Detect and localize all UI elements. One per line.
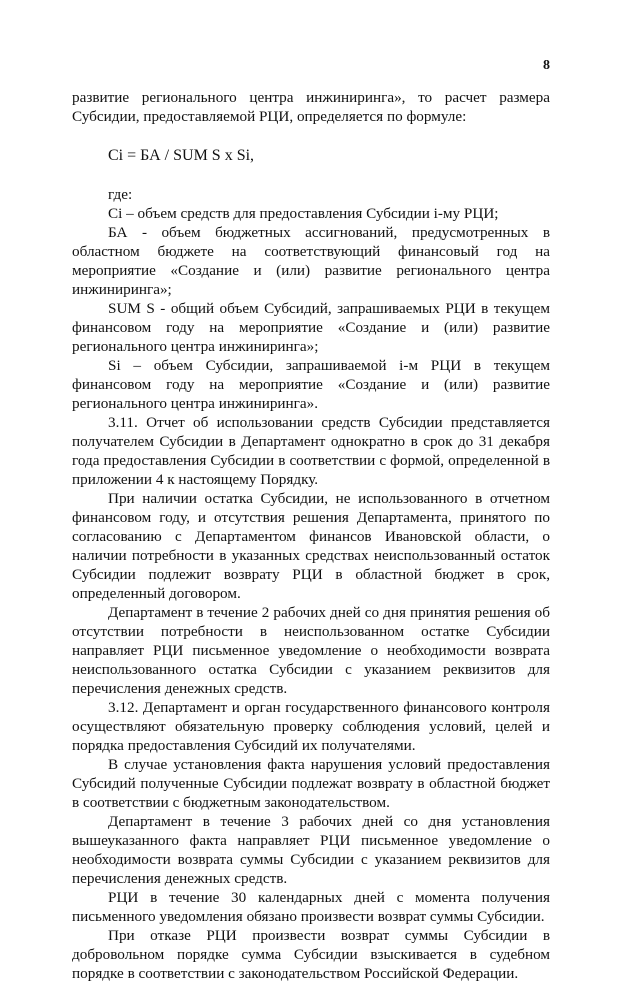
paragraph-3-12: 3.12. Департамент и орган государственного финансового контроля осуществляют обязательную проверку соблюдения условий, целей и порядка предоставления Субсидий их получателями. bbox=[72, 699, 550, 754]
definition-si: Si – объем Субсидии, запрашиваемой i-м РЦИ в текущем финансовом году на мероприятие «Создание и (или) развитие регионального центра инжиниринга». bbox=[72, 357, 550, 412]
formula: Ci = БА / SUM S x Si, bbox=[108, 147, 255, 164]
intro-continuation: развитие регионального центра инжиниринга», то расчет размера Субсидии, предоставляемой РЦИ, определяется по формуле: bbox=[72, 89, 550, 125]
document-body bbox=[72, 88, 550, 983]
paragraph-notification-3-days: Департамент в течение 3 рабочих дней со дня установления вышеуказанного факта направляет РЦИ письменное уведомление о необходимости возврата суммы Субсидии с указанием реквизитов для перечисления денежных средств. bbox=[72, 813, 550, 887]
paragraph-refusal: При отказе РЦИ произвести возврат суммы Субсидии в добровольном порядке сумма Субсидии взыскивается в судебном порядке в соответствии с законодательством Российской Федерации. bbox=[72, 927, 550, 982]
definition-ba: БА - объем бюджетных ассигнований, предусмотренных в областном бюджете на соответствующий финансовый год на мероприятие «Создание и (или) развитие регионального центра инжиниринга»; bbox=[72, 224, 550, 298]
paragraph-violation: В случае установления факта нарушения условий предоставления Субсидий полученные Субсидии подлежат возврату в областной бюджет в соответствии с бюджетным законодательством. bbox=[72, 756, 550, 811]
paragraph-30-days: РЦИ в течение 30 календарных дней с момента получения письменного уведомления обязано произвести возврат суммы Субсидии. bbox=[72, 889, 550, 925]
paragraph-notification-2-days: Департамент в течение 2 рабочих дней со дня принятия решения об отсутствии потребности в неиспользованном остатке Субсидии направляет РЦИ письменное уведомление о необходимости возврата неиспользованного остатка Субсидии с указанием реквизитов для перечисления денежных средств. bbox=[72, 604, 550, 697]
definition-ci: Ci – объем средств для предоставления Субсидии i-му РЦИ; bbox=[108, 205, 499, 222]
page-number: 8 bbox=[543, 58, 550, 73]
where-label: где: bbox=[108, 186, 133, 203]
paragraph-remainder: При наличии остатка Субсидии, не использованного в отчетном финансовом году, и отсутствия решения Департамента, принятого по согласованию с Департаментом финансов Ивановской области, о наличии потребности в указанных средствах неиспользованный остаток Субсидии подлежит возврату РЦИ в областной бюджет в срок, определенный договором. bbox=[72, 490, 550, 602]
paragraph-3-11: 3.11. Отчет об использовании средств Субсидии представляется получателем Субсидии в Департамент однократно в срок до 31 декабря года предоставления Субсидии в соответствии с формой, определенной в приложении 4 к настоящему Порядку. bbox=[72, 414, 550, 488]
definition-sum-s: SUM S - общий объем Субсидий, запрашиваемых РЦИ в текущем финансовом году на мероприятие «Создание и (или) развитие регионального центра инжиниринга»; bbox=[72, 300, 550, 355]
